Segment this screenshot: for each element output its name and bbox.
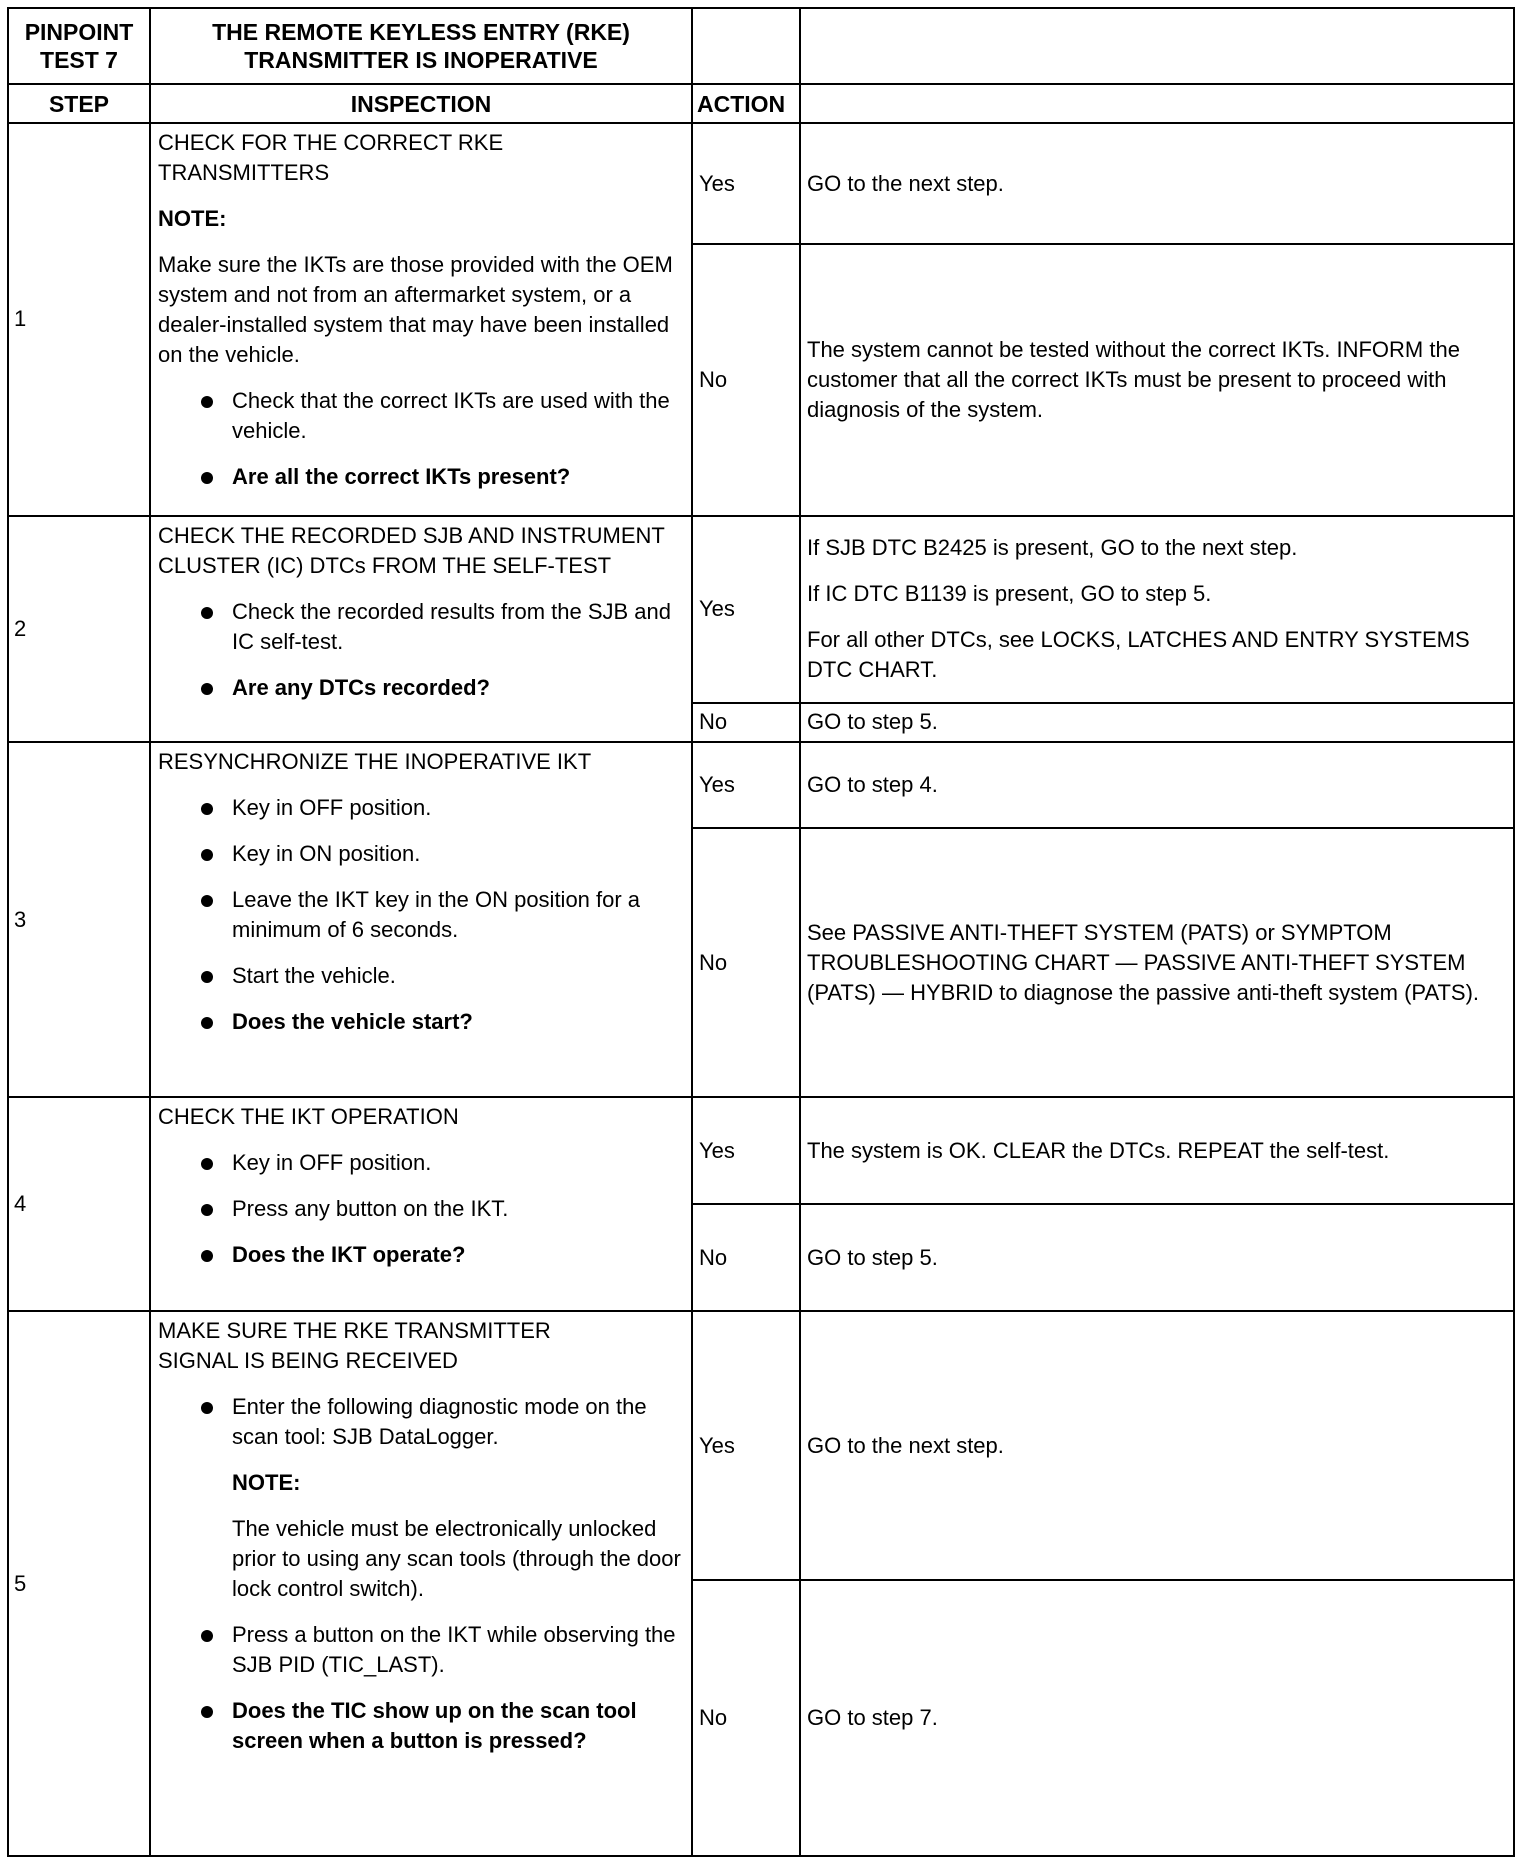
column-header-empty — [800, 84, 1514, 123]
no-label: No — [692, 828, 800, 1097]
column-header-action: ACTION — [692, 84, 800, 123]
note-text: Make sure the IKTs are those provided with the OEM system and not from an aftermarket system, or a dealer-installed system that may have been installed on the vehicle. — [158, 252, 673, 368]
yes-action — [800, 516, 1514, 703]
inspection-cell — [150, 516, 692, 742]
no-label: No — [692, 1580, 800, 1856]
yes-action: GO to the next step. — [800, 123, 1514, 244]
table-row — [8, 1311, 1514, 1580]
step-heading-line2: SIGNAL IS BEING RECEIVED — [158, 1348, 458, 1374]
column-header-inspection: INSPECTION — [150, 84, 692, 123]
yes-label: Yes — [692, 516, 800, 703]
pinpoint-label-line1: PINPOINT — [24, 19, 134, 46]
inspection-cell — [150, 1311, 692, 1856]
table-row — [8, 123, 1514, 244]
step-number: 4 — [8, 1097, 150, 1311]
list-item: Enter the following diagnostic mode on the scan tool: SJB DataLogger. — [158, 1392, 685, 1452]
yes-action-line: For all other DTCs, see LOCKS, LATCHES AND ENTRY SYSTEMS DTC CHART. — [807, 627, 1470, 683]
yes-label: Yes — [692, 742, 800, 828]
no-label: No — [692, 244, 800, 515]
pinpoint-label-line2: TEST 7 — [40, 47, 118, 74]
step-number: 5 — [8, 1311, 150, 1856]
no-action: See PASSIVE ANTI-THEFT SYSTEM (PATS) or SYMPTOM TROUBLESHOOTING CHART — PASSIVE ANTI-THEFT SYSTEM (PATS) — HYBRID to diagnose the passive anti-theft system (PATS). — [800, 828, 1514, 1097]
list-item: Leave the IKT key in the ON position for a minimum of 6 seconds. — [158, 885, 685, 945]
list-item: Check the recorded results from the SJB and IC self-test. — [158, 597, 685, 657]
table-row — [8, 742, 1514, 828]
list-item: Start the vehicle. — [158, 961, 685, 991]
list-item: Key in ON position. — [158, 839, 685, 869]
no-action: The system cannot be tested without the correct IKTs. INFORM the customer that all the correct IKTs must be present to proceed with diagnosis of the system. — [800, 244, 1514, 515]
list-item: Key in OFF position. — [158, 793, 685, 823]
test-title-line1: THE REMOTE KEYLESS ENTRY (RKE) — [212, 19, 630, 46]
step-number: 1 — [8, 123, 150, 516]
title-row-empty-cell — [692, 8, 800, 84]
note-text: The vehicle must be electronically unlocked prior to using any scan tools (through the door lock control switch). — [232, 1516, 681, 1602]
yes-action-line: If IC DTC B1139 is present, GO to step 5. — [807, 581, 1212, 607]
no-label: No — [692, 1204, 800, 1311]
test-title — [150, 8, 692, 84]
test-title-line2: TRANSMITTER IS INOPERATIVE — [244, 47, 598, 74]
no-action: GO to step 7. — [800, 1580, 1514, 1856]
yes-label: Yes — [692, 123, 800, 244]
no-label: No — [692, 703, 800, 742]
yes-action: The system is OK. CLEAR the DTCs. REPEAT the self-test. — [800, 1097, 1514, 1204]
step-heading: RESYNCHRONIZE THE INOPERATIVE IKT — [158, 748, 592, 774]
no-action: GO to step 5. — [800, 1204, 1514, 1311]
list-item: Press any button on the IKT. — [158, 1194, 685, 1224]
list-item: Press a button on the IKT while observing the SJB PID (TIC_LAST). — [158, 1620, 685, 1680]
inspection-cell — [150, 1097, 692, 1311]
step-heading — [158, 128, 685, 188]
table-row — [8, 1097, 1514, 1204]
check-list — [158, 1620, 685, 1756]
list-item: Key in OFF position. — [158, 1148, 685, 1178]
column-header-row — [8, 84, 1514, 123]
yes-label: Yes — [692, 1097, 800, 1204]
yes-action: GO to step 4. — [800, 742, 1514, 828]
title-row — [8, 8, 1514, 84]
step-heading-line1: MAKE SURE THE RKE TRANSMITTER — [158, 1318, 551, 1344]
title-row-empty-cell — [800, 8, 1514, 84]
no-action: GO to step 5. — [800, 703, 1514, 742]
check-list — [158, 597, 685, 703]
check-list — [158, 1392, 685, 1452]
note-label: NOTE: — [232, 1470, 301, 1496]
question: Does the vehicle start? — [158, 1007, 685, 1037]
yes-action: GO to the next step. — [800, 1311, 1514, 1580]
question: Are all the correct IKTs present? — [158, 462, 685, 492]
step-heading-line2: TRANSMITTERS — [158, 160, 330, 186]
check-list — [158, 793, 685, 1037]
inspection-cell — [150, 123, 692, 516]
check-list — [158, 1148, 685, 1270]
question: Are any DTCs recorded? — [158, 673, 685, 703]
pinpoint-label — [8, 8, 150, 84]
inspection-cell — [150, 742, 692, 1098]
list-item: Check that the correct IKTs are used with the vehicle. — [158, 386, 685, 446]
step-heading-line1: CHECK FOR THE CORRECT RKE — [158, 130, 504, 156]
step-heading: CHECK THE IKT OPERATION — [158, 1104, 459, 1130]
note-label: NOTE: — [158, 206, 227, 232]
yes-label: Yes — [692, 1311, 800, 1580]
column-header-step: STEP — [8, 84, 150, 123]
yes-action-line: If SJB DTC B2425 is present, GO to the next step. — [807, 535, 1298, 561]
table-row — [8, 516, 1514, 703]
check-list — [158, 386, 685, 492]
step-number: 3 — [8, 742, 150, 1098]
step-number: 2 — [8, 516, 150, 742]
question: Does the TIC show up on the scan tool screen when a button is pressed? — [158, 1696, 685, 1756]
step-heading: CHECK THE RECORDED SJB AND INSTRUMENT CLUSTER (IC) DTCs FROM THE SELF-TEST — [158, 522, 665, 578]
step-heading — [158, 1316, 685, 1376]
question: Does the IKT operate? — [158, 1240, 685, 1270]
pinpoint-test-table — [7, 7, 1515, 1857]
